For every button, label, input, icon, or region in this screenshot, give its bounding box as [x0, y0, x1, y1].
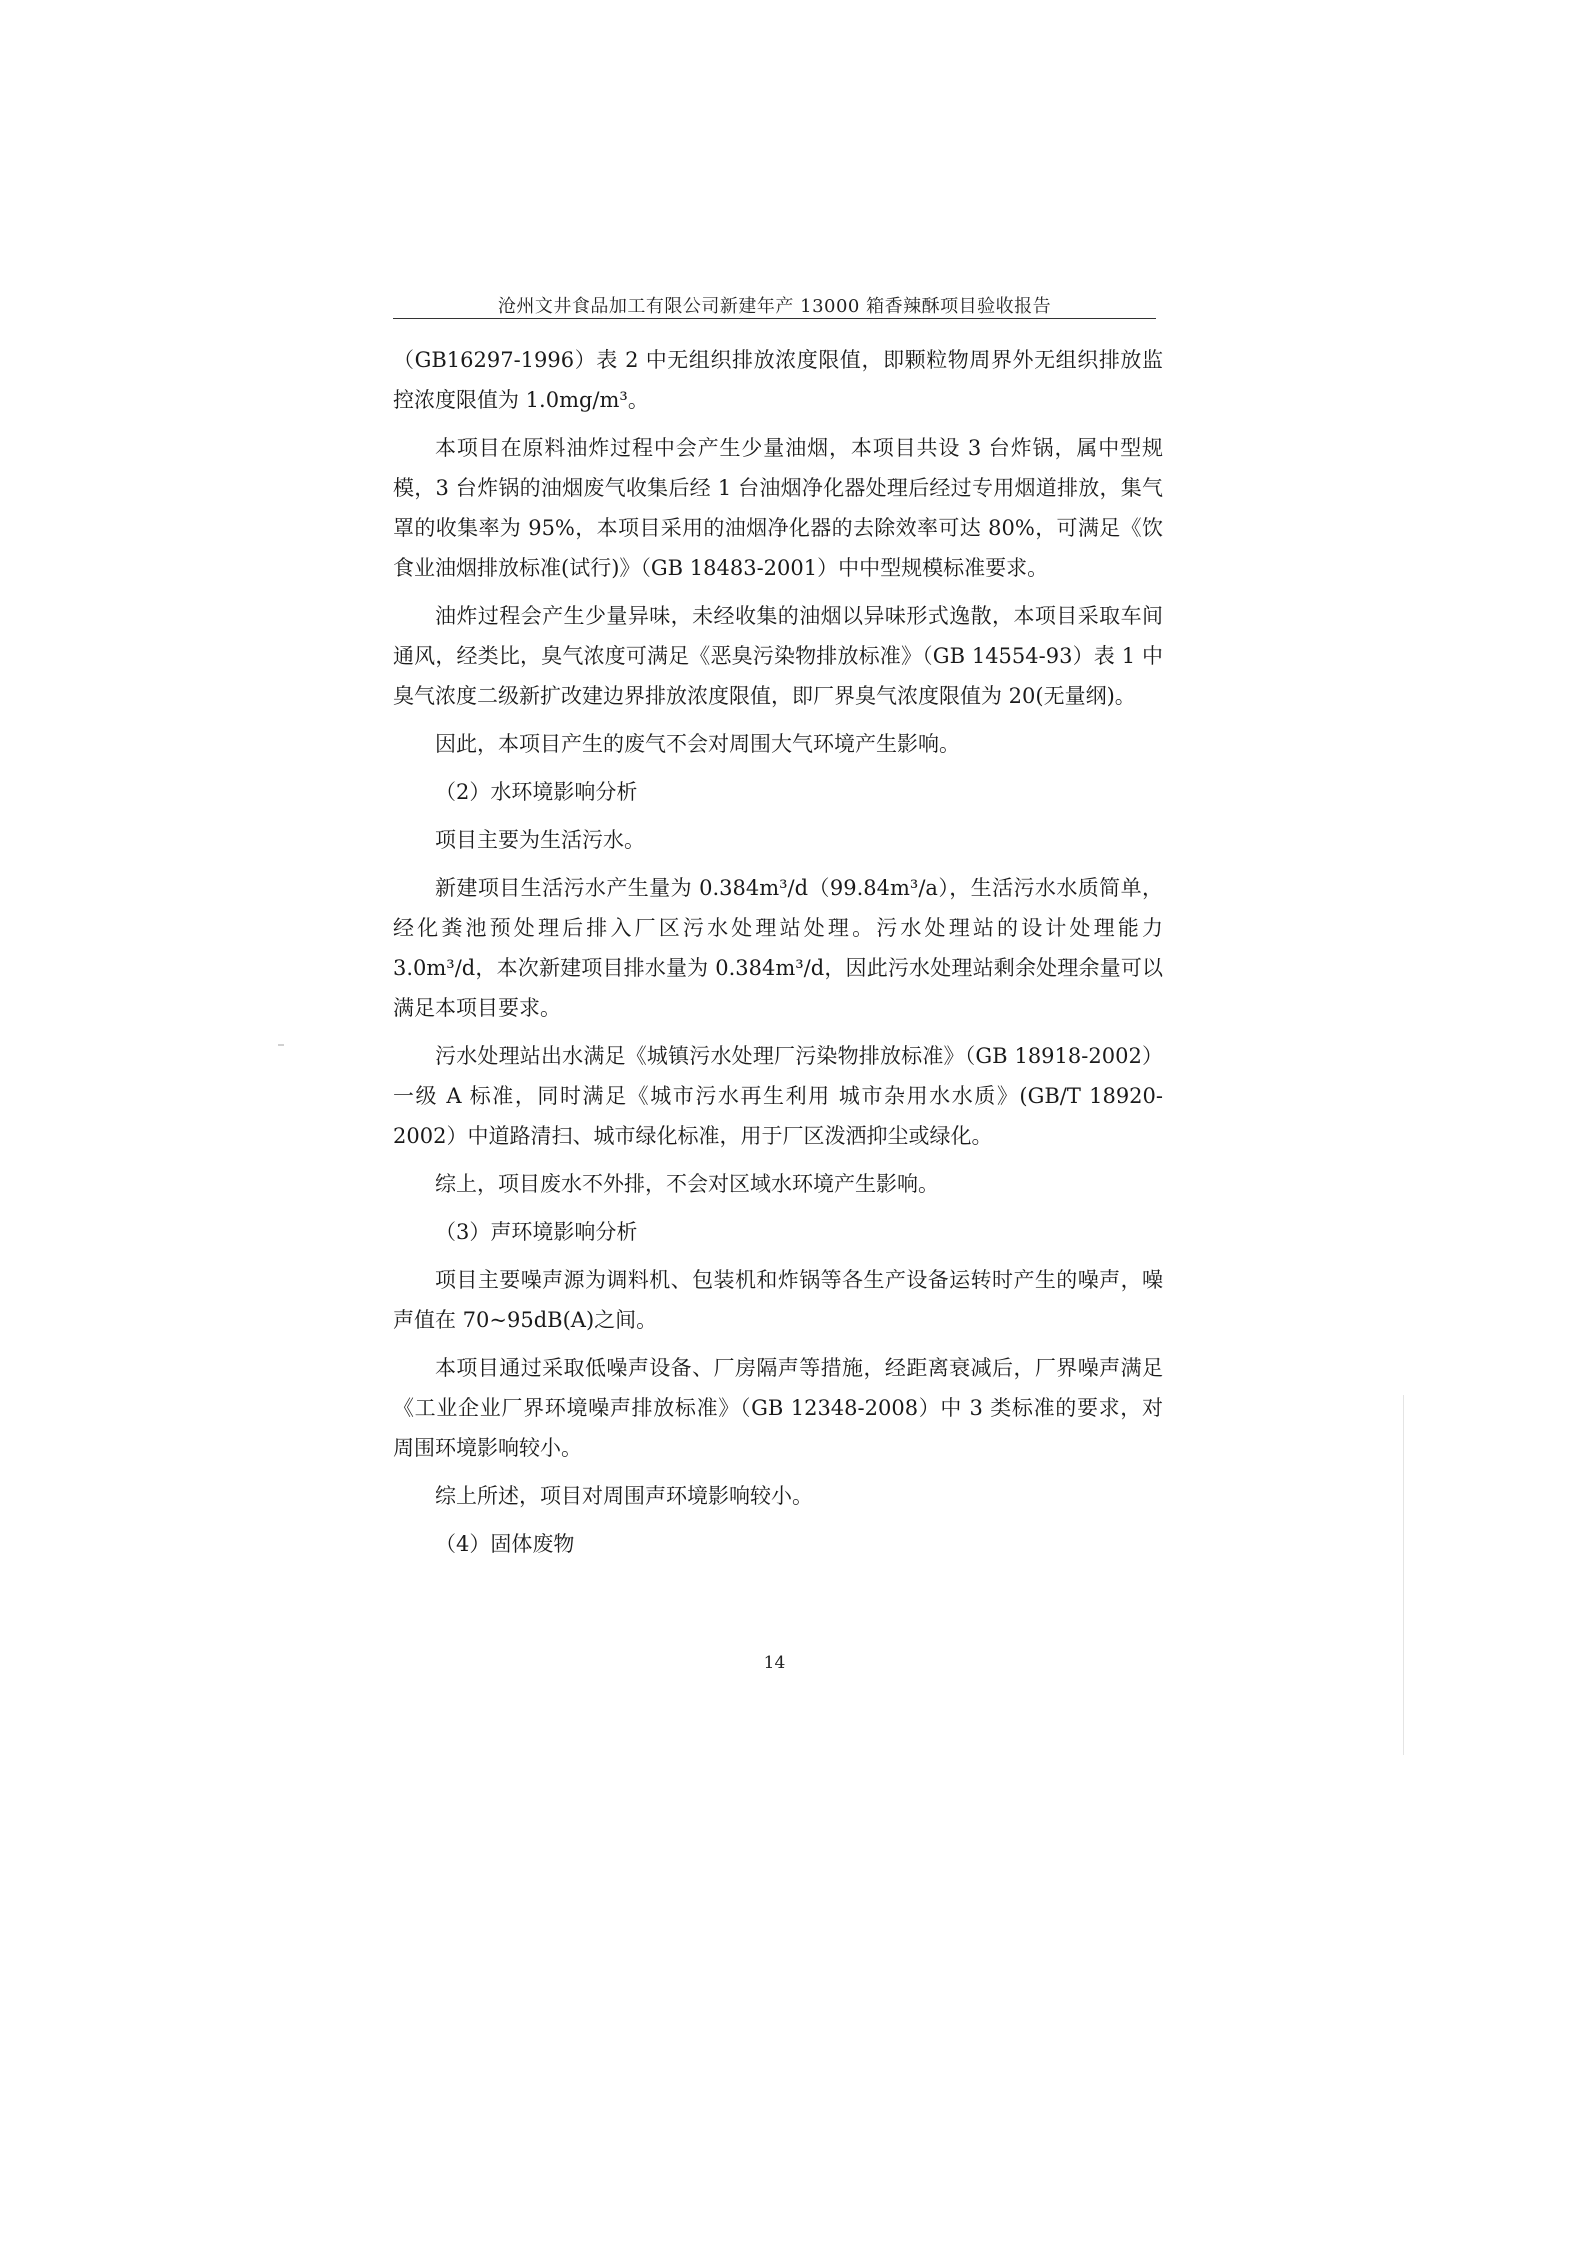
paragraph: 本项目在原料油炸过程中会产生少量油烟，本项目共设 3 台炸锅，属中型规模，3 台炸锅的油烟废气收集后经 1 台油烟净化器处理后经过专用烟道排放，集气罩的收集率为 95%，本项目采用的油烟净化器的去除效率可达 80%，可满足《饮食业油烟排放标准(试行)》（GB 18483-2001）中中型规模标准要求。 [393, 436, 1163, 580]
paragraph: 污水处理站出水满足《城镇污水处理厂污染物排放标准》（GB 18918-2002）一级 A 标准，同时满足《城市污水再生利用 城市杂用水水质》(GB/T 18920-2002）中道路清扫、城市绿化标准，用于厂区泼洒抑尘或绿化。 [393, 1044, 1163, 1148]
paragraph: 项目主要噪声源为调料机、包装机和炸锅等各生产设备运转时产生的噪声，噪声值在 70~95dB(A)之间。 [393, 1268, 1163, 1332]
section-heading-solid-waste: （4）固体废物 [435, 1532, 575, 1556]
page-header-title: 沧州文井食品加工有限公司新建年产 13000 箱香辣酥项目验收报告 [497, 296, 1052, 317]
scan-edge-mark [1403, 1395, 1404, 1755]
paragraph-continuation: （GB16297-1996）表 2 中无组织排放浓度限值，即颗粒物周界外无组织排放监控浓度限值为 1.0mg/m³。 [393, 348, 1163, 412]
scan-speck [278, 1044, 284, 1046]
body-text [393, 340, 1163, 1564]
section-heading-water: （2）水环境影响分析 [435, 780, 638, 804]
paragraph: 本项目通过采取低噪声设备、厂房隔声等措施，经距离衰减后，厂界噪声满足《工业企业厂界环境噪声排放标准》（GB 12348-2008）中 3 类标准的要求，对周围环境影响较小。 [393, 1356, 1163, 1460]
paragraph: 因此，本项目产生的废气不会对周围大气环境产生影响。 [435, 732, 960, 756]
paragraph: 综上，项目废水不外排，不会对区域水环境产生影响。 [435, 1172, 939, 1196]
paragraph: 综上所述，项目对周围声环境影响较小。 [435, 1484, 813, 1508]
header-divider [393, 318, 1156, 319]
page-number: 14 [763, 1653, 786, 1673]
paragraph: 项目主要为生活污水。 [435, 828, 645, 852]
paragraph: 新建项目生活污水产生量为 0.384m³/d（99.84m³/a），生活污水水质简单，经化粪池预处理后排入厂区污水处理站处理。污水处理站的设计处理能力 3.0m³/d，本次新建项目排水量为 0.384m³/d，因此污水处理站剩余处理余量可以满足本项目要求。 [393, 876, 1163, 1020]
paragraph: 油炸过程会产生少量异味，未经收集的油烟以异味形式逸散，本项目采取车间通风，经类比，臭气浓度可满足《恶臭污染物排放标准》（GB 14554-93）表 1 中臭气浓度二级新扩改建边界排放浓度限值，即厂界臭气浓度限值为 20(无量纲)。 [393, 604, 1163, 708]
section-heading-noise: （3）声环境影响分析 [435, 1220, 638, 1244]
